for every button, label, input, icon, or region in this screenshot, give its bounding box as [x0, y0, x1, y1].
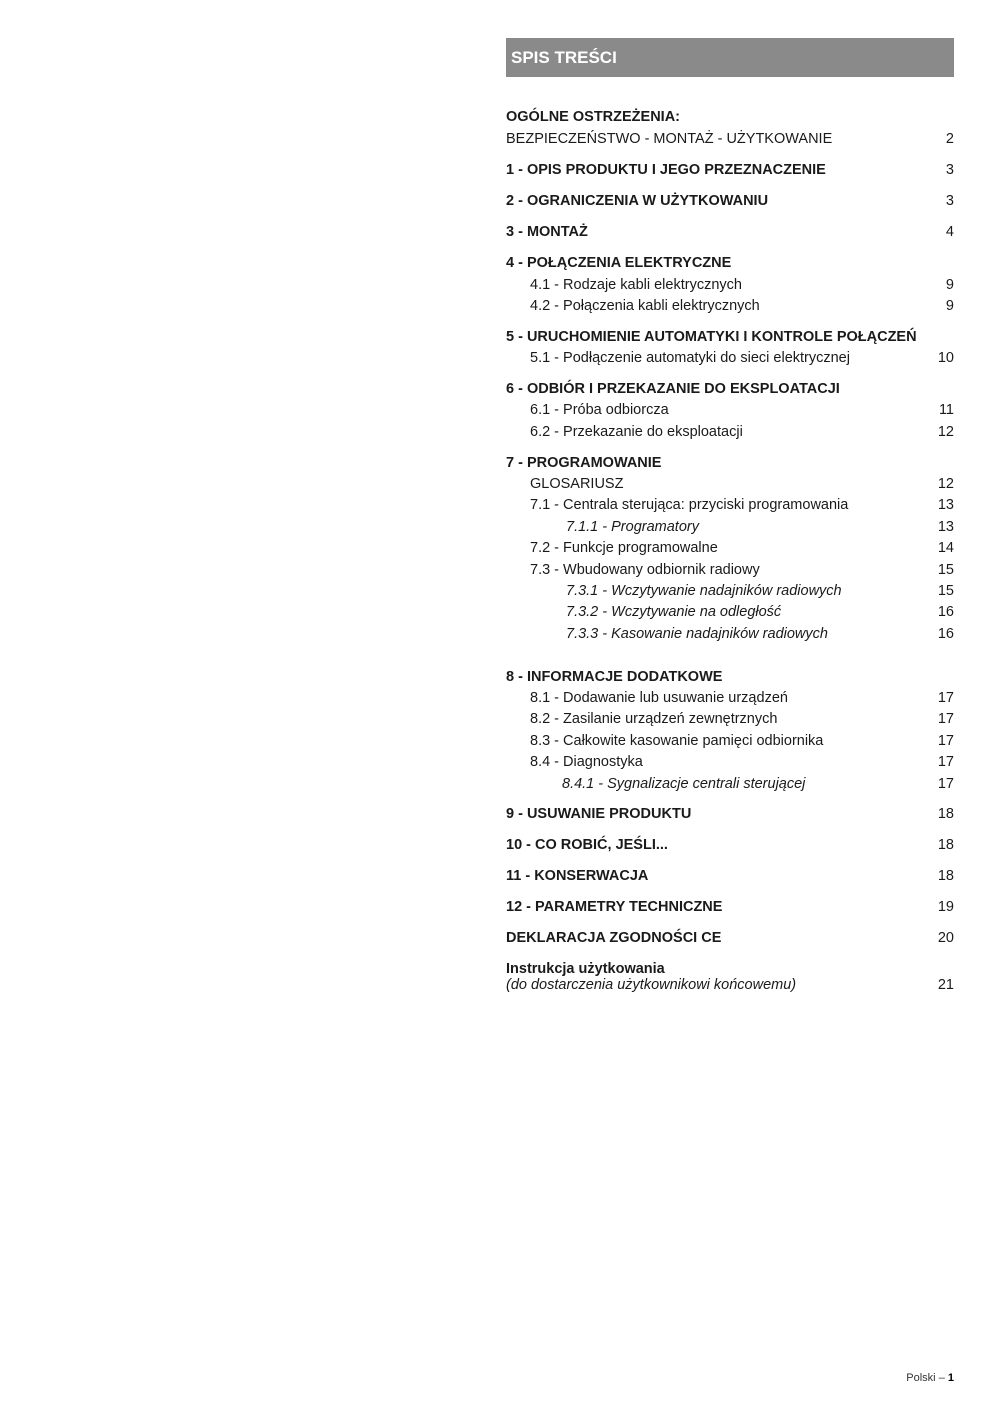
toc-entry[interactable] [506, 379, 954, 399]
toc-entry-title: 10 - CO ROBIĆ, JEŚLI... [506, 837, 668, 853]
toc-entry[interactable] [506, 107, 954, 127]
toc-entry-title: 11 - KONSERWACJA [506, 868, 649, 884]
toc-entry-title: 8.4 - Diagnostyka [530, 754, 643, 770]
toc-entry-title: (do dostarczenia użytkownikowi końcowemu) [506, 977, 797, 993]
toc-entry[interactable] [506, 731, 954, 751]
toc-entry-title: Instrukcja użytkowania [506, 961, 665, 977]
toc-entry[interactable] [506, 624, 954, 644]
toc-entry[interactable] [506, 160, 954, 180]
toc-entry[interactable] [506, 804, 954, 824]
toc-header [506, 38, 954, 77]
toc-entry-page: 9 [945, 298, 954, 314]
toc-entry[interactable] [506, 975, 954, 995]
toc-entry-title: OGÓLNE OSTRZEŻENIA: [506, 109, 680, 125]
toc-entry-title: GLOSARIUSZ [530, 476, 624, 492]
toc-entry-title: 7.3.3 - Kasowanie nadajników radiowych [566, 626, 828, 642]
toc-entry-title: 7 - PROGRAMOWANIE [506, 455, 662, 471]
toc-title: SPIS TREŚCI [511, 48, 617, 67]
toc-entry-page: 16 [937, 604, 954, 620]
toc-entry-title: 9 - USUWANIE PRODUKTU [506, 806, 692, 822]
toc-entry[interactable] [506, 581, 954, 601]
toc-entry-title: 8.4.1 - Sygnalizacje centrali sterującej [562, 776, 806, 792]
toc-entry-title: 3 - MONTAŻ [506, 224, 588, 240]
toc-entry-title: BEZPIECZEŃSTWO - MONTAŻ - UŻYTKOWANIE [506, 131, 833, 147]
toc-entry-page: 15 [937, 562, 954, 578]
toc-entry-page: 13 [937, 519, 954, 535]
toc-entry-page: 4 [945, 224, 954, 240]
toc-entry[interactable] [506, 422, 954, 442]
toc-entry[interactable] [506, 897, 954, 917]
toc-entry[interactable] [506, 348, 954, 368]
toc-entry[interactable] [506, 296, 954, 316]
toc-entry-title: DEKLARACJA ZGODNOŚCI CE [506, 930, 722, 946]
toc-entry-title: 8 - INFORMACJE DODATKOWE [506, 669, 723, 685]
toc-entry[interactable] [506, 667, 954, 687]
toc-entry-page: 3 [945, 193, 954, 209]
toc-entry-title: 8.3 - Całkowite kasowanie pamięci odbiornika [530, 733, 824, 749]
toc-entry-title: 2 - OGRANICZENIA W UŻYTKOWANIU [506, 193, 769, 209]
toc-entry-title: 4 - POŁĄCZENIA ELEKTRYCZNE [506, 255, 732, 271]
toc-entry[interactable] [506, 453, 954, 473]
toc-entry-page: 9 [945, 277, 954, 293]
toc-entry-page: 16 [937, 626, 954, 642]
toc-entry[interactable] [506, 866, 954, 886]
toc-entry-page: 12 [937, 476, 954, 492]
toc-entry[interactable] [506, 688, 954, 708]
toc-entry-page: 20 [937, 930, 954, 946]
toc-entry[interactable] [506, 928, 954, 948]
toc-entry-title: 7.2 - Funkcje programowalne [530, 540, 718, 556]
toc-entry-title: 7.3.2 - Wczytywanie na odległość [566, 604, 782, 620]
toc-entry[interactable] [506, 602, 954, 622]
toc-entry-title: 6 - ODBIÓR I PRZEKAZANIE DO EKSPLOATACJI [506, 381, 840, 397]
toc-entry-title: 4.2 - Połączenia kabli elektrycznych [530, 298, 760, 314]
toc-entry[interactable] [506, 835, 954, 855]
toc-entry-page: 15 [937, 583, 954, 599]
toc-entry-page: 10 [937, 350, 954, 366]
toc-entry[interactable] [506, 129, 954, 149]
footer-page-number: 1 [947, 1372, 954, 1384]
toc-entry-title: 8.1 - Dodawanie lub usuwanie urządzeń [530, 690, 788, 706]
toc-entry-page: 17 [937, 711, 954, 727]
toc-entry-page: 14 [937, 540, 954, 556]
toc-entry-page: 19 [937, 899, 954, 915]
toc-entry[interactable] [506, 275, 954, 295]
toc-entry[interactable] [506, 191, 954, 211]
toc-entry[interactable] [506, 774, 954, 794]
toc-entry-title: 7.3.1 - Wczytywanie nadajników radiowych [566, 583, 842, 599]
toc-entry[interactable] [506, 474, 954, 494]
toc-entry-title: 1 - OPIS PRODUKTU I JEGO PRZEZNACZENIE [506, 162, 826, 178]
toc-entry-page: 17 [937, 733, 954, 749]
toc-entry[interactable] [506, 253, 954, 273]
toc-entry-page: 12 [937, 424, 954, 440]
toc-entry-page: 18 [937, 868, 954, 884]
toc-entry[interactable] [506, 517, 954, 537]
toc-entry-title: 8.2 - Zasilanie urządzeń zewnętrznych [530, 711, 778, 727]
toc-entry-title: 5.1 - Podłączenie automatyki do sieci elektrycznej [530, 350, 850, 366]
toc-entry-page: 3 [945, 162, 954, 178]
toc-entry-page: 11 [938, 402, 954, 418]
toc-entry-page: 21 [937, 977, 954, 993]
toc-entry[interactable] [506, 752, 954, 772]
toc-entry-title: 6.1 - Próba odbiorcza [530, 402, 669, 418]
toc-entry-title: 6.2 - Przekazanie do eksploatacji [530, 424, 743, 440]
toc-entry-page: 17 [937, 754, 954, 770]
toc-entry[interactable] [506, 400, 954, 420]
footer-language: Polski [906, 1372, 936, 1384]
toc-entry-page: 13 [937, 497, 954, 513]
toc-entry-page: 2 [945, 131, 954, 147]
toc-entry[interactable] [506, 495, 954, 515]
toc-entry[interactable] [506, 222, 954, 242]
toc-entry-page: 18 [937, 837, 954, 853]
toc-entry-title: 4.1 - Rodzaje kabli elektrycznych [530, 277, 742, 293]
toc-entry-title: 12 - PARAMETRY TECHNICZNE [506, 899, 723, 915]
toc-entry-page: 17 [937, 690, 954, 706]
toc-entry-title: 7.1.1 - Programatory [566, 519, 699, 535]
toc-entry[interactable] [506, 560, 954, 580]
toc-entry-title: 7.1 - Centrala sterująca: przyciski programowania [530, 497, 849, 513]
page-footer [906, 1372, 954, 1384]
toc-entry[interactable] [506, 538, 954, 558]
footer-separator: – [938, 1372, 945, 1384]
toc-entry-page: 17 [937, 776, 954, 792]
toc-entry-page: 18 [937, 806, 954, 822]
toc-entry-title: 7.3 - Wbudowany odbiornik radiowy [530, 562, 760, 578]
toc-entry-title: 5 - URUCHOMIENIE AUTOMATYKI I KONTROLE POŁĄCZEŃ [506, 329, 917, 345]
toc-entry[interactable] [506, 709, 954, 729]
toc-entry[interactable] [506, 327, 954, 347]
